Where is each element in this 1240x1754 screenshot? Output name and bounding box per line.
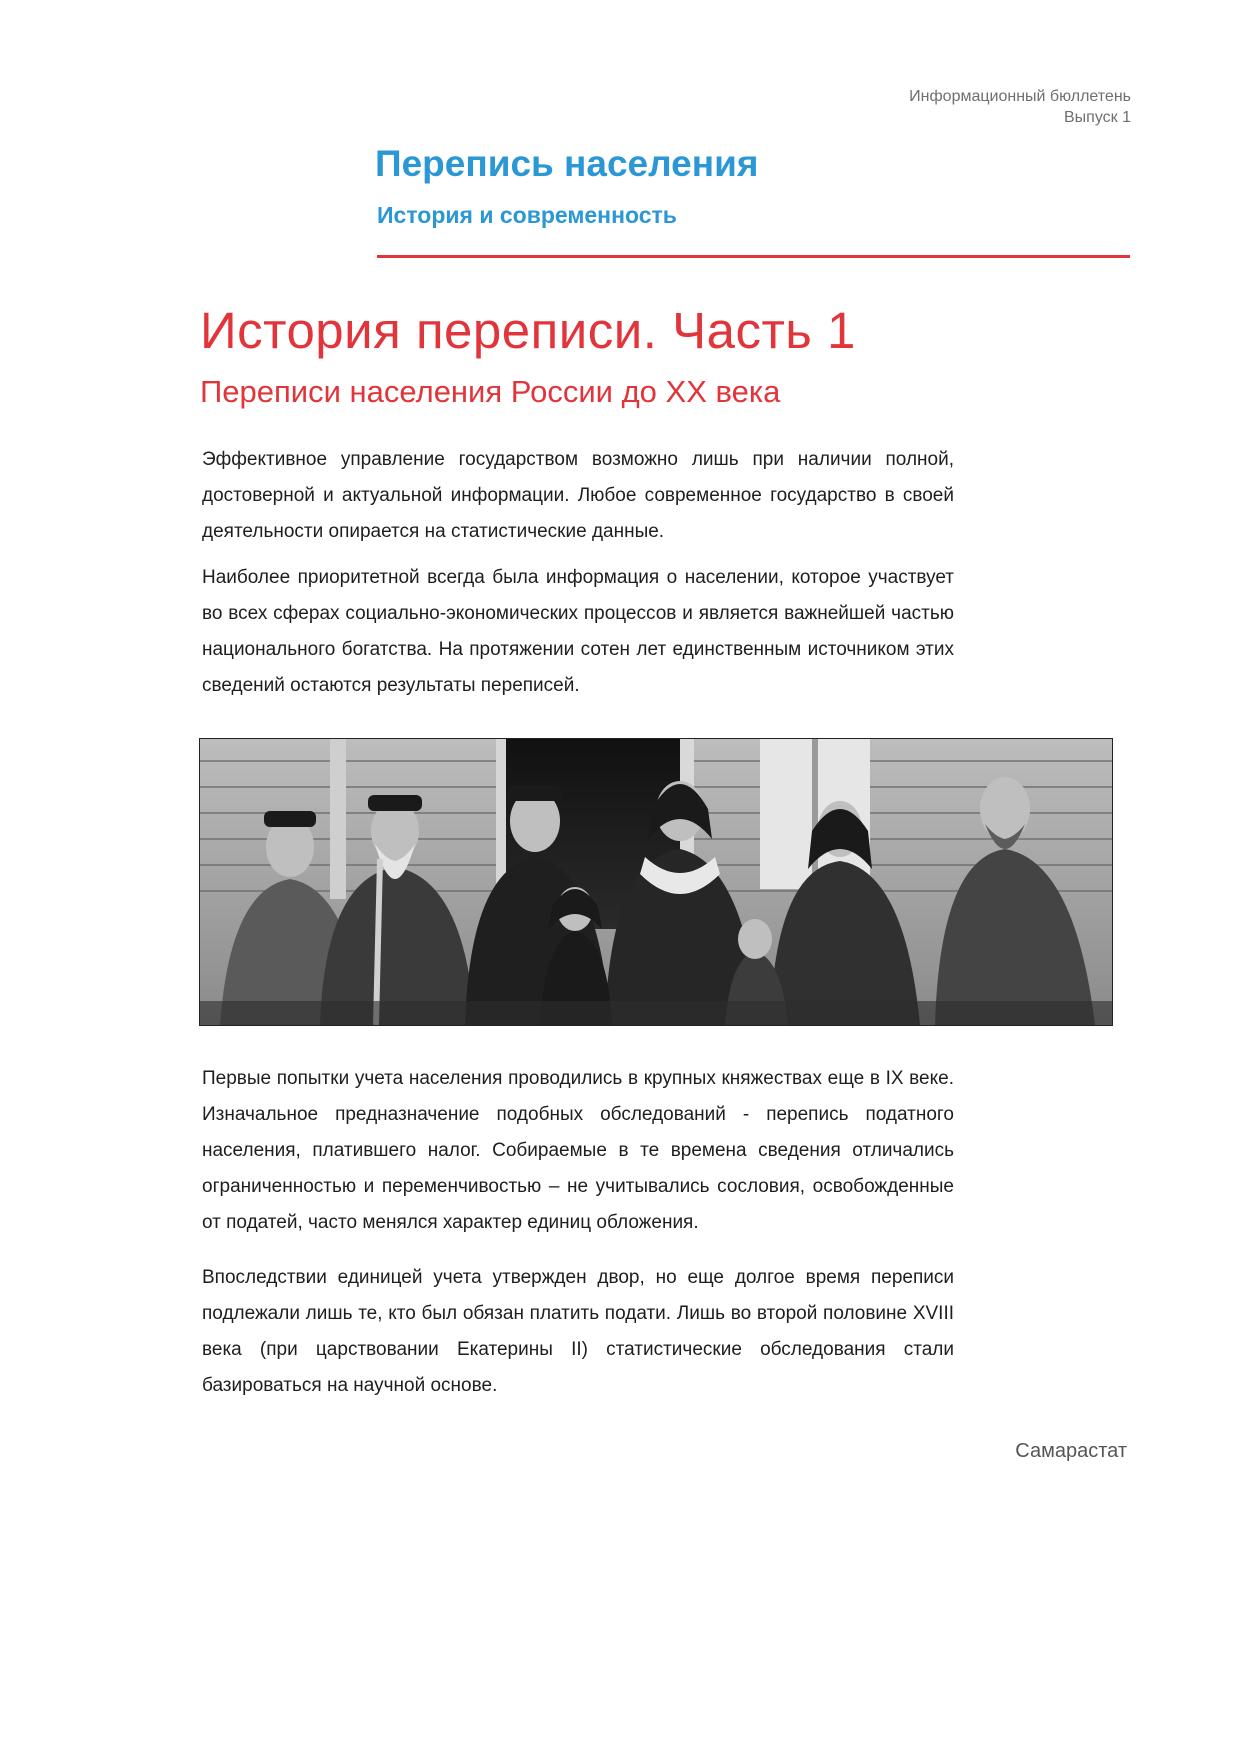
bulletin-header <box>909 86 1131 128</box>
paragraph: Впоследствии единицей учета утвержден двор, но еще долгое время переписи подлежали лишь те, кто был обязан платить подати. Лишь во второй половине XVIII века (при царствовании Екатерины II) статистические обследования стали базироваться на научной основе. <box>202 1267 954 1396</box>
organization-signature: Самарастат <box>1015 1440 1127 1462</box>
paragraph: Первые попытки учета населения проводились в крупных княжествах еще в IX веке. Изначальное предназначение подобных обследований - перепись податного населения, платившего налог. Собираемые в те времена сведения отличались ограниченностью и переменчивостью – не учитывались сословия, освобожденные от податей, часто менялся характер единиц обложения. <box>202 1068 954 1233</box>
header-divider <box>377 255 1130 258</box>
paragraph: Эффективное управление государством возможно лишь при наличии полной, достоверной и актуальной информации. Любое современное государство в своей деятельности опирается на статистические данные. <box>202 449 954 542</box>
article-title: История переписи. Часть 1 <box>200 302 856 359</box>
family-photo <box>199 738 1113 1026</box>
series-subtitle: История и современность <box>377 202 677 228</box>
series-title: Перепись населения <box>375 143 759 184</box>
issue-label: Выпуск 1 <box>1064 109 1131 126</box>
bulletin-label: Информационный бюллетень <box>909 88 1131 105</box>
article-subtitle: Переписи населения России до XX века <box>200 374 781 409</box>
paragraph: Наиболее приоритетной всегда была информация о населении, которое участвует во всех сферах социально-экономических процессов и является важнейшей частью национального богатства. На протяжении сотен лет единственным источником этих сведений остаются результаты переписей. <box>202 567 954 696</box>
